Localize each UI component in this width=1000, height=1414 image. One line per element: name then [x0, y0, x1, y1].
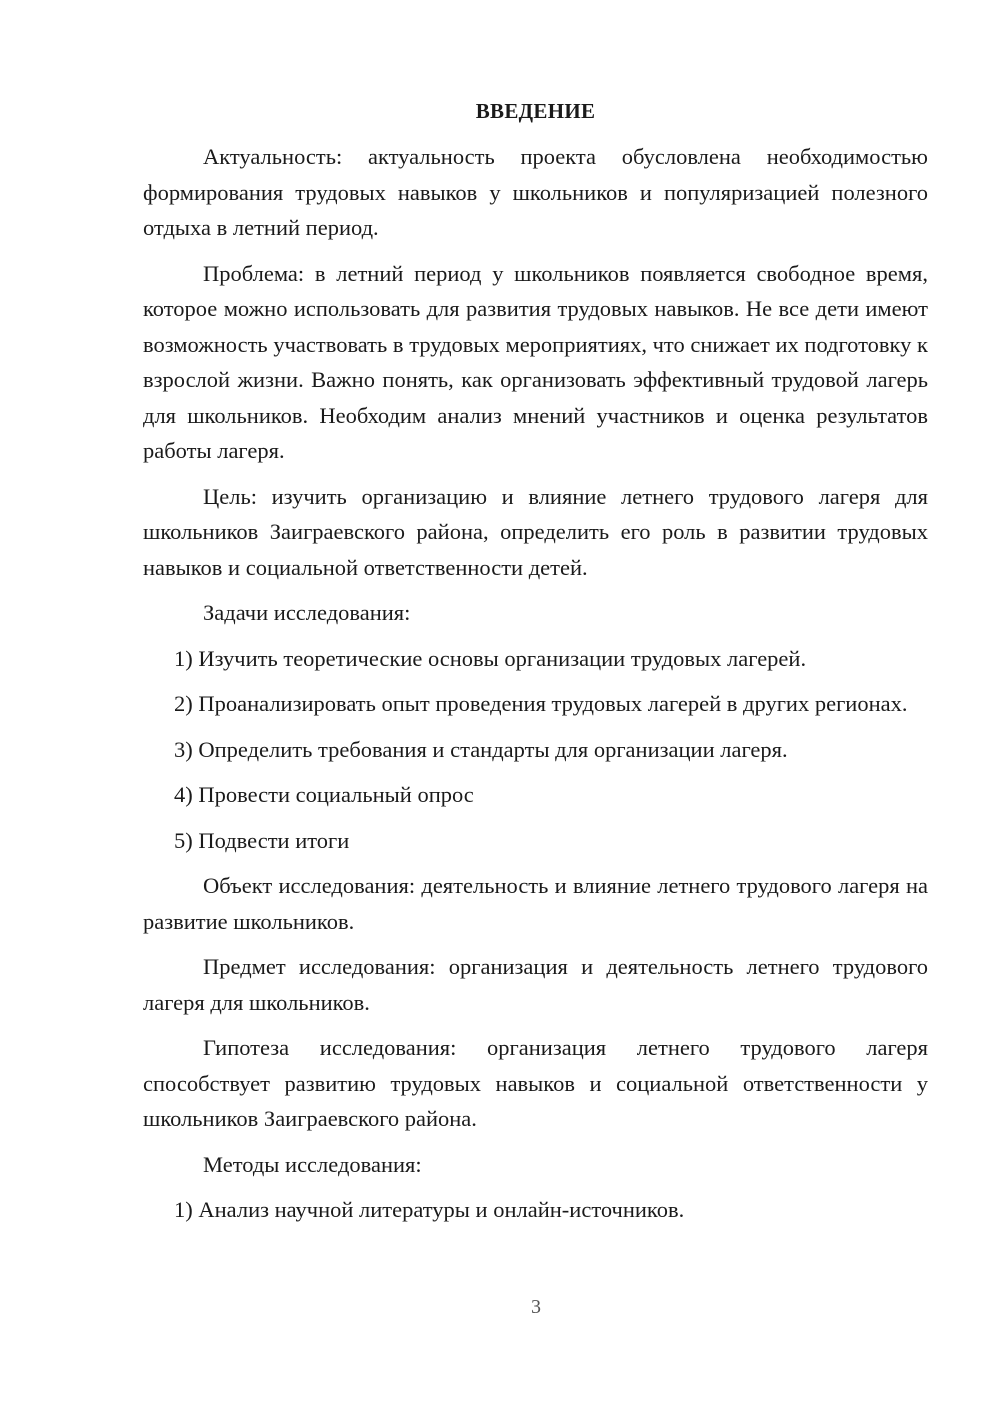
page-title: ВВЕДЕНИЕ [475, 99, 596, 123]
problem-paragraph: Проблема: в летний период у школьников появляется свободное время, которое можно использовать для развития трудовых навыков. Не все дети имеют возможность участвовать в трудовых мероприятиях, что снижает их подготовку к взрослой жизни. Важно понять, как организовать эффективный трудовой лагерь для школьников. Необходим анализ мнений участников и оценка результатов работы лагеря. [143, 260, 928, 463]
tasks-heading: Задачи исследования: [203, 600, 411, 625]
subject-paragraph: Предмет исследования: организация и деятельность летнего трудового лагеря для школьников. [143, 954, 928, 1015]
task-item: 5) Подвести итоги [174, 827, 350, 853]
hypothesis-paragraph: Гипотеза исследования: организация летнего трудового лагеря способствует развитию трудовых навыков и социальной ответственности у школьников Заиграевского района. [143, 1035, 928, 1131]
task-item: 4) Провести социальный опрос [174, 782, 474, 807]
page-number: 3 [531, 1296, 541, 1318]
goal-paragraph: Цель: изучить организацию и влияние летнего трудового лагеря для школьников Заиграевского района, определить его роль в развитии трудовых навыков и социальной ответственности детей. [143, 483, 928, 580]
object-paragraph: Объект исследования: деятельность и влияние летнего трудового лагеря на развитие школьников. [143, 873, 928, 934]
relevance-paragraph: Актуальность: актуальность проекта обусловлена необходимостью формирования трудовых навыков у школьников и популяризацией полезного отдыха в летний период. [143, 144, 928, 240]
task-item: 1) Изучить теоретические основы организации трудовых лагерей. [174, 645, 807, 671]
task-item: 2) Проанализировать опыт проведения трудовых лагерей в других регионах. [174, 691, 908, 716]
task-item: 3) Определить требования и стандарты для организации лагеря. [174, 736, 788, 762]
method-item: 1) Анализ научной литературы и онлайн-источников. [174, 1197, 685, 1222]
page-content [143, 96, 928, 1238]
methods-heading: Методы исследования: [203, 1151, 422, 1177]
